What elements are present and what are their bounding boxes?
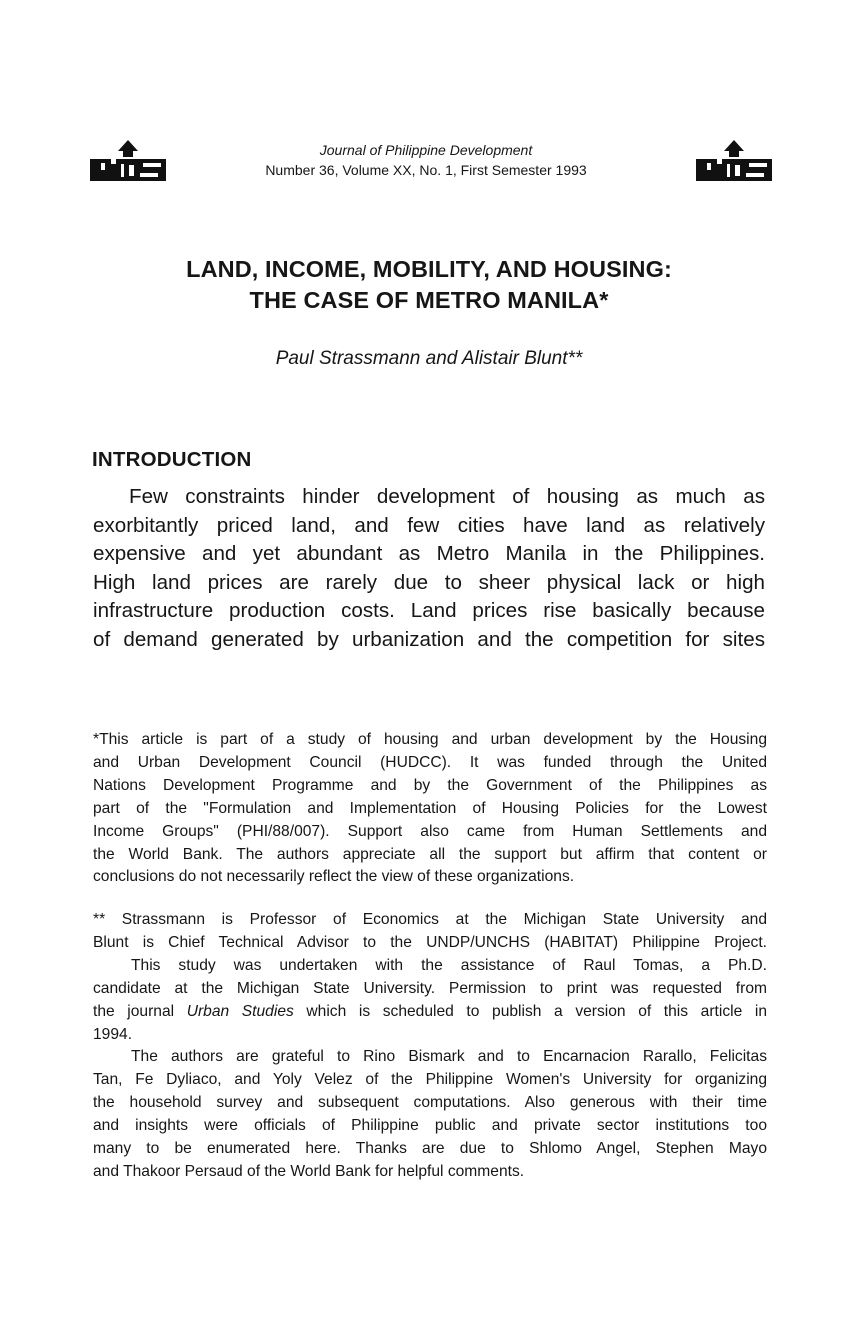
intro-line: exorbitantly priced land, and few cities have land as relatively bbox=[93, 513, 765, 537]
footnote-line: many to be enumerated here. Thanks are due to Shlomo Angel, Stephen Mayo bbox=[93, 1140, 767, 1158]
intro-line: expensive and yet abundant as Metro Manila in the Philippines. bbox=[93, 542, 765, 565]
article-title bbox=[100, 254, 758, 316]
intro-paragraph bbox=[93, 483, 765, 654]
footnote-line: the World Bank. The authors appreciate all the support but affirm that content or bbox=[93, 845, 767, 863]
journal-title-italic: Urban Studies bbox=[186, 1002, 294, 1020]
footnote-line: part of the "Formulation and Implementation of Housing Policies for the Lowest bbox=[93, 799, 767, 817]
footnote-text: the journal bbox=[93, 1002, 187, 1020]
footnote-line: Blunt is Chief Technical Advisor to the UNDP/UNCHS (HABITAT) Philippine Project. bbox=[93, 933, 767, 951]
footnote-line: and insights were officials of Philippine public and private sector institutions too bbox=[93, 1117, 767, 1135]
footnote-line: and Urban Development Council (HUDCC). It was funded through the United bbox=[93, 753, 767, 771]
journal-name: Journal of Philippine Development bbox=[319, 142, 533, 158]
footnote-line: The authors are grateful to Rino Bismark and to Encarnacion Rarallo, Felicitas bbox=[131, 1048, 767, 1066]
footnote-line: This study was undertaken with the assistance of Raul Tomas, a Ph.D. bbox=[131, 956, 767, 974]
title-line-1: LAND, INCOME, MOBILITY, AND HOUSING: bbox=[186, 256, 672, 282]
footnote-line: 1994. bbox=[93, 1025, 133, 1043]
footnote-line: conclusions do not necessarily reflect the view of these organizations. bbox=[93, 868, 575, 886]
footnote-text: which is scheduled to publish a version of this article in bbox=[293, 1002, 768, 1020]
footnote-1 bbox=[93, 729, 767, 889]
footnote-line: Nations Development Programme and by the Government of the Philippines as bbox=[93, 776, 767, 794]
footnote-line: ** Strassmann is Professor of Economics at the Michigan State University and bbox=[93, 911, 767, 928]
intro-line: High land prices are rarely due to sheer physical lack or high bbox=[93, 570, 765, 594]
footnote-2 bbox=[93, 909, 767, 1184]
journal-header bbox=[0, 138, 858, 198]
section-heading: INTRODUCTION bbox=[92, 448, 252, 471]
footnote-line: *This article is part of a study of housing and urban development by the Housing bbox=[93, 731, 767, 748]
footnote-line: Income Groups" (PHI/88/007). Support also came from Human Settlements and bbox=[93, 822, 767, 840]
intro-line: Few constraints hinder development of housing as much as bbox=[129, 485, 765, 508]
journal-issue: Number 36, Volume XX, No. 1, First Semester 1993 bbox=[265, 162, 587, 178]
pids-logo-left bbox=[88, 138, 168, 184]
pids-logo-right bbox=[694, 138, 774, 184]
intro-line: of demand generated by urbanization and the competition for sites bbox=[93, 627, 765, 651]
journal-info bbox=[200, 140, 652, 180]
intro-line: infrastructure production costs. Land prices rise basically because bbox=[93, 599, 765, 622]
title-line-2: THE CASE OF METRO MANILA* bbox=[249, 287, 609, 313]
footnote-line-with-journal bbox=[93, 1001, 767, 1024]
article-authors: Paul Strassmann and Alistair Blunt** bbox=[275, 348, 583, 369]
footnote-line: Tan, Fe Dyliaco, and Yoly Velez of the Philippine Women's University for organizing bbox=[93, 1071, 767, 1089]
footnote-line: the household survey and subsequent computations. Also generous with their time bbox=[93, 1094, 767, 1112]
footnote-line: and Thakoor Persaud of the World Bank for helpful comments. bbox=[93, 1162, 525, 1180]
footnote-line: candidate at the Michigan State University. Permission to print was requested from bbox=[93, 979, 767, 997]
